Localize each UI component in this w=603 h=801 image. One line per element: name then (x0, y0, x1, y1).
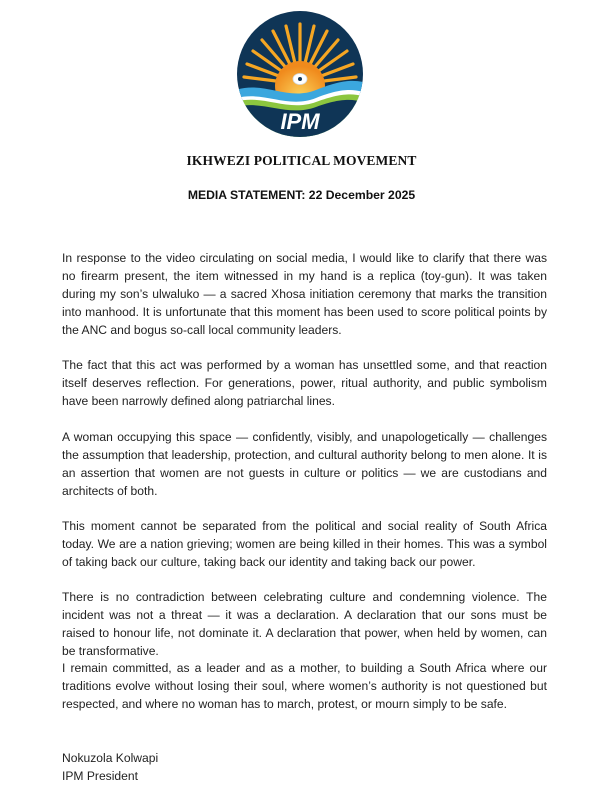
svg-text:IPM: IPM (280, 109, 320, 134)
ipm-logo (236, 10, 364, 138)
signature-block (62, 749, 158, 785)
paragraph: This moment cannot be separated from the political and social reality of South Africa today. We are a nation grieving; women are being killed in their homes. This was a symbol of taking back our culture, taking back our identity and taking back our power. (62, 519, 547, 569)
paragraph: The fact that this act was performed by a woman has unsettled some, and that reaction itself deserves reflection. For generations, power, ritual authority, and public symbolism have been narrowly defined along patriarchal lines. (62, 358, 547, 408)
paragraph: I remain committed, as a leader and as a mother, to building a South Africa where our traditions evolve without losing their soul, where women’s authority is not questioned but respected, and where no woman has to march, protest, or mourn simply to be safe. (62, 661, 547, 711)
statement-title: MEDIA STATEMENT: 22 December 2025 (187, 188, 416, 202)
organization-name: IKHWEZI POLITICAL MOVEMENT (186, 153, 417, 168)
signatory-title: IPM President (62, 769, 138, 783)
paragraph: In response to the video circulating on social media, I would like to clarify that there was no firearm present, the item witnessed in my hand is a replica (toy-gun). It was taken during my son’s ulwaluko — a sacred Xhosa initiation ceremony that marks the transition into manhood. It is unfortunate that this moment has been used to score political points by the ANC and bogus so-call local community leaders. (62, 251, 547, 337)
paragraph: There is no contradiction between celebrating culture and condemning violence. The incident was not a threat — it was a declaration. A declaration that our sons must be raised to honour life, not dominate it. A declaration that power, when held by women, can be transformative. (62, 590, 547, 658)
signatory-name: Nokuzola Kolwapi (62, 751, 159, 765)
paragraph: A woman occupying this space — confidently, visibly, and unapologetically — challenges the assumption that leadership, protection, and cultural authority belong to men alone. It is an assertion that women are not guests in culture or politics — we are custodians and architects of both. (62, 430, 547, 498)
ipm-sunrise-logo-icon (236, 10, 364, 138)
